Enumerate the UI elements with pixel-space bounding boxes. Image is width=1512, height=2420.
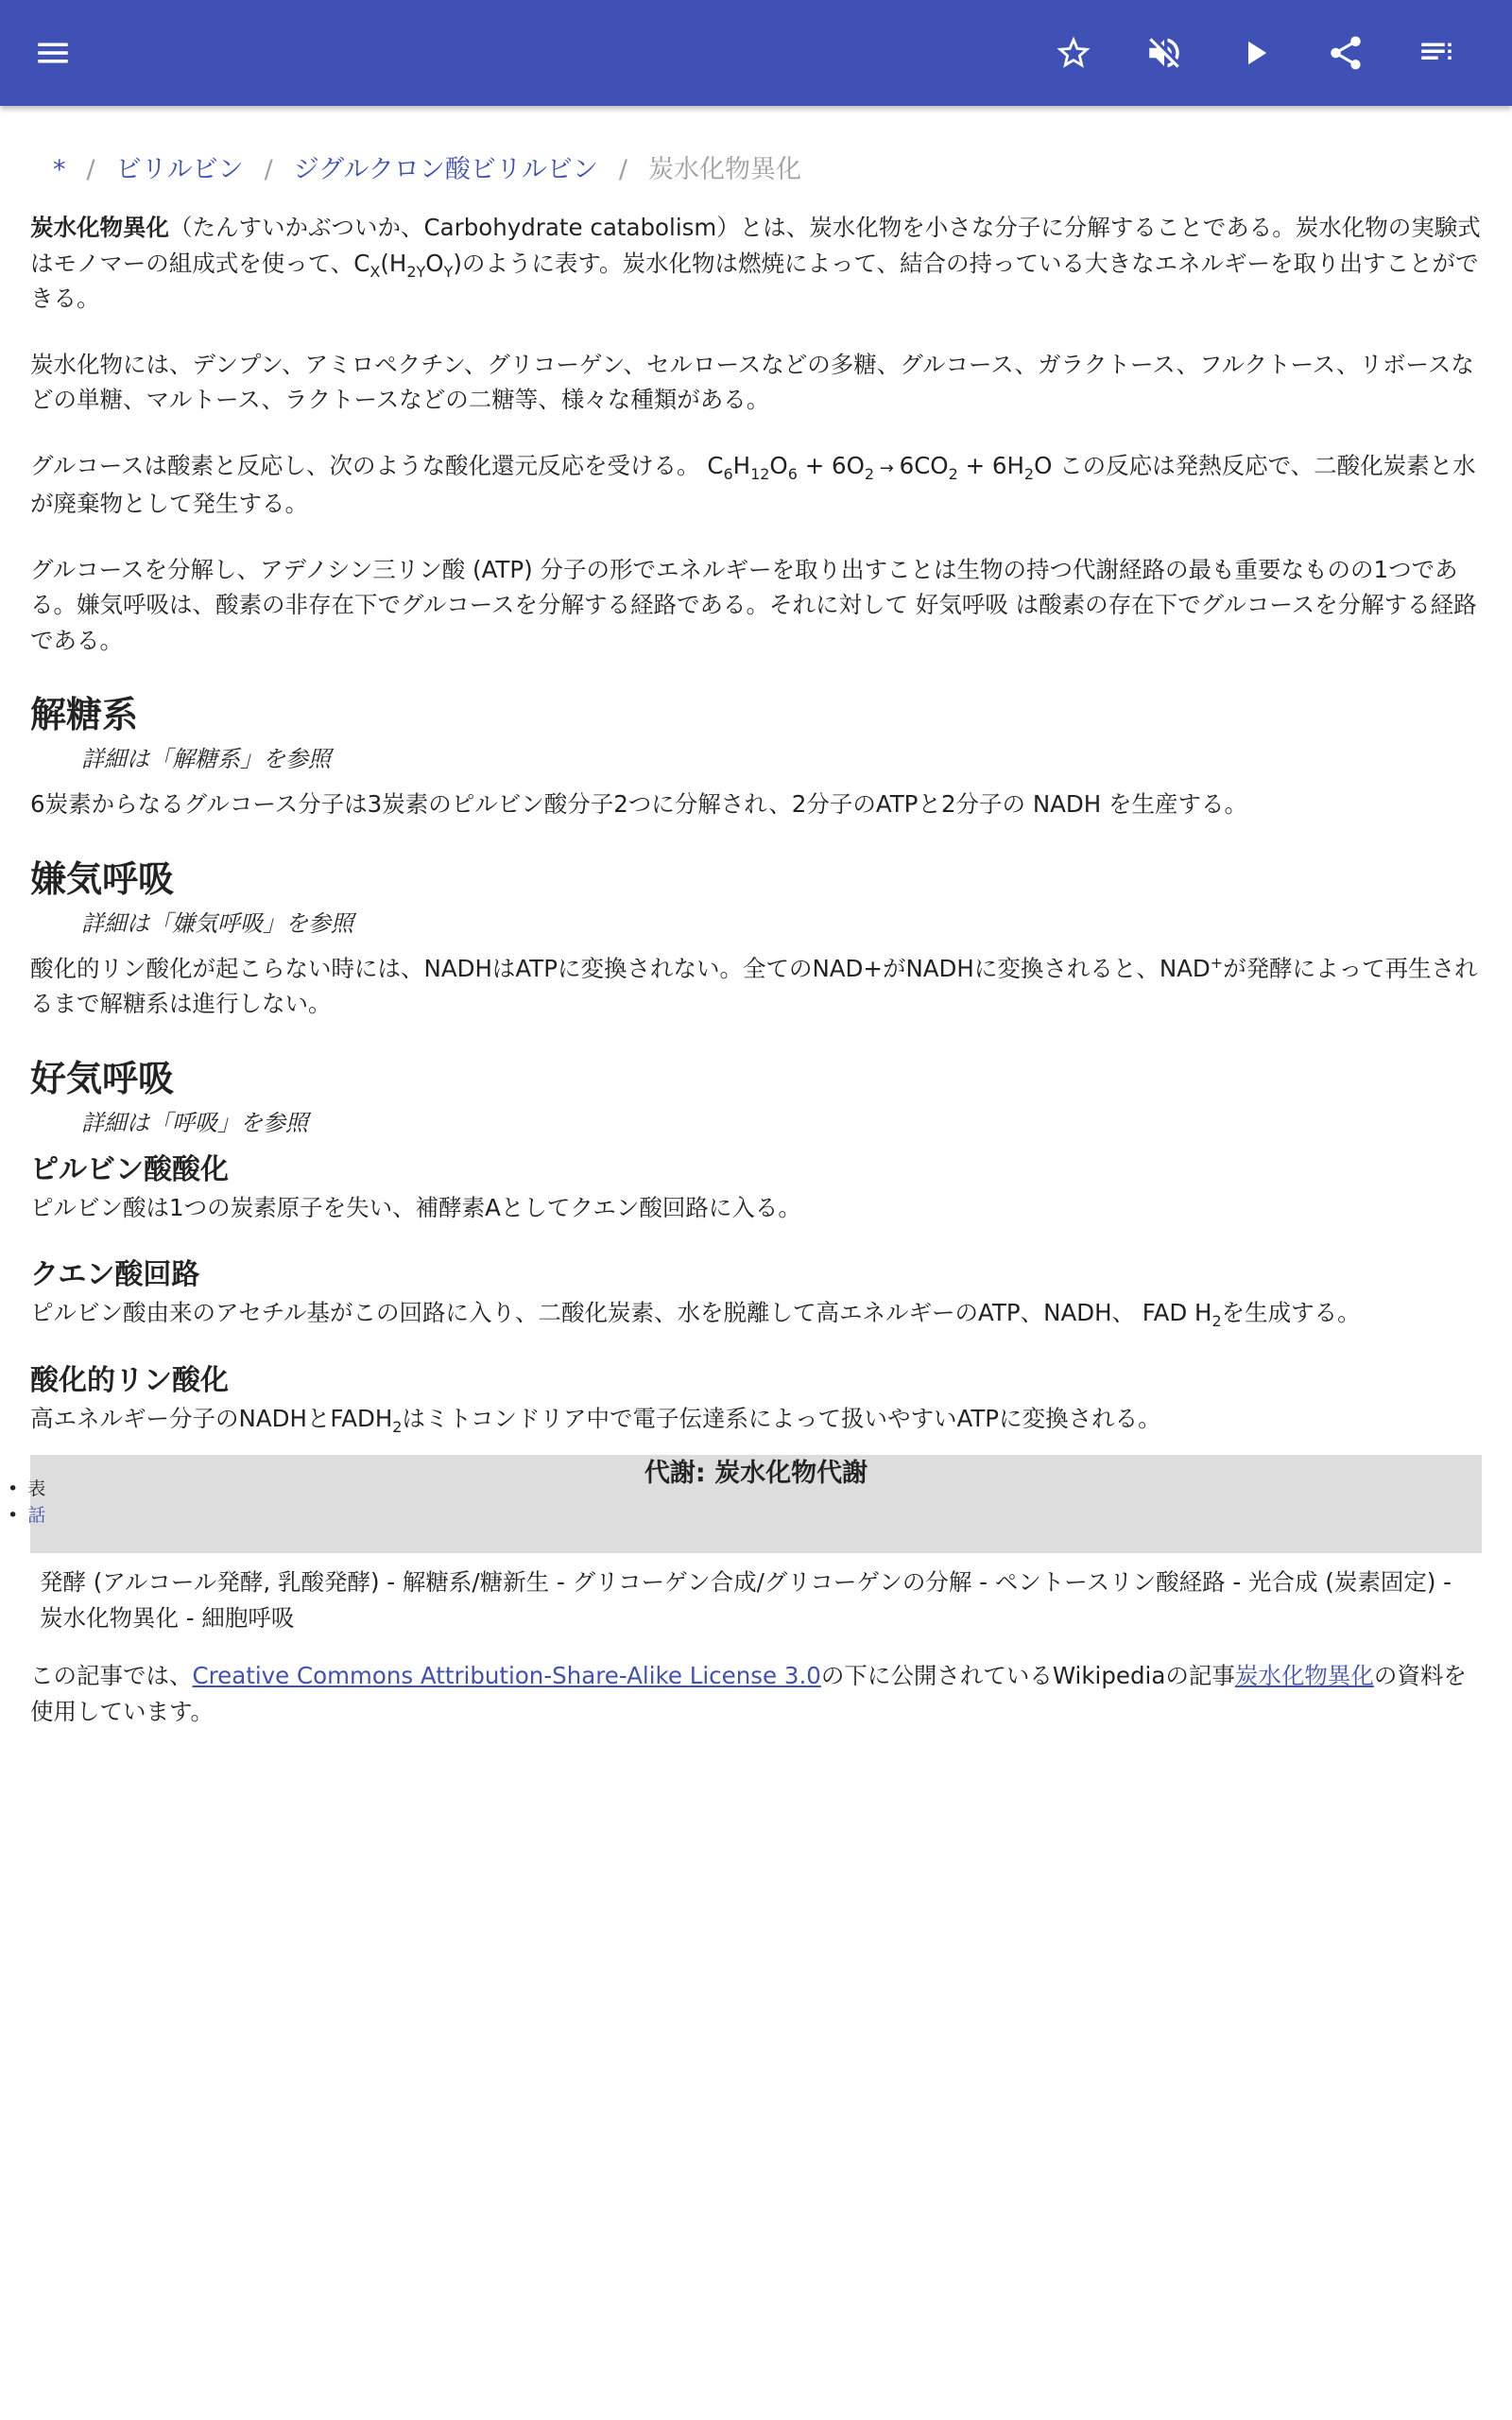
footer-text: の資料を使用しています。 — [30, 1662, 1467, 1725]
subscript: 2 — [392, 1417, 403, 1436]
subscript: 2 — [1211, 1311, 1222, 1330]
navbox-view-label[interactable]: 表 — [27, 1478, 46, 1499]
subscript: 12 — [750, 464, 770, 483]
heading-aerobic: 好気呼吸 — [30, 1057, 175, 1099]
article-content — [27, 151, 1482, 1759]
play-button[interactable] — [1225, 23, 1285, 83]
subscript: 6 — [787, 464, 798, 483]
play-icon — [1235, 33, 1275, 73]
anaerobic-text: 酸化的リン酸化が起こらない時には、NADHはATPに変換されない。全てのNAD+がNADHに変換されると、NAD — [30, 954, 1211, 982]
menu-icon — [33, 33, 73, 73]
atp-paragraph: グルコースを分解し、アデノシン三リン酸 (ATP) 分子の形でエネルギーを取り出すことは生物の持つ代謝経路の最も重要なものの1つである。嫌気呼吸は、酸素の非存在下でグルコースを分解する経路である。それに対して 好気呼吸 は酸素の存在下でグルコースを分解する経路である。 — [30, 555, 1477, 654]
superscript: + — [1210, 953, 1224, 972]
glycolysis-paragraph: 6炭素からなるグルコース分子は3炭素のピルビン酸分子2つに分解され、2分子のATPと2分子の NADH を生産する。 — [30, 790, 1247, 818]
anaerobic-text: が発酵によって再生されるまで解糖系は進行しない。 — [30, 954, 1478, 1017]
navbox-links — [8, 1476, 45, 1529]
intro-paragraph — [30, 210, 1482, 317]
oxphos-paragraph — [30, 1401, 1482, 1437]
breadcrumb-current: 炭水化物異化 — [647, 155, 801, 184]
reaction-paragraph — [30, 448, 1482, 522]
heading-pyruvate-oxidation: ピルビン酸酸化 — [30, 1152, 229, 1186]
breadcrumb — [53, 151, 1482, 189]
oxphos-text: 高エネルギー分子のNADHとFADH — [30, 1404, 393, 1432]
footer-text: この記事では、 — [30, 1662, 193, 1689]
navbox-title: 代謝: 炭水化物代謝 — [644, 1459, 868, 1488]
menu-button[interactable] — [23, 23, 83, 83]
mute-button[interactable] — [1134, 23, 1194, 83]
subscript: 6 — [723, 464, 733, 483]
navbox-list: 発酵 (アルコール発酵, 乳酸発酵) - 解糖系/糖新生 - グリコーゲン合成/グリコーゲンの分解 - ペントースリン酸経路 - 光合成 (炭素固定) - 炭水化物異化 - 細胞呼吸 — [40, 1568, 1452, 1632]
reaction-text: + 6O — [797, 451, 865, 479]
heading-citric-acid-cycle: クエン酸回路 — [30, 1258, 200, 1291]
citric-text: を生成する。 — [1221, 1299, 1361, 1326]
subscript: 2 — [948, 464, 958, 483]
subscript: 2 — [1023, 464, 1035, 483]
types-paragraph: 炭水化物には、デンプン、アミロペクチン、グリコーゲン、セルロースなどの多糖、グルコース、ガラクトース、フルクトース、リボースなどの単糖、マルトース、ラクトースなどの二糖等、様々な種類がある。 — [30, 350, 1474, 413]
reaction-text: H — [732, 451, 751, 479]
breadcrumb-item-bilirubin[interactable]: ビリルビン — [115, 155, 244, 184]
citric-text: ピルビン酸由来のアセチル基がこの回路に入り、二酸化炭素、水を脱離して高エネルギーのATP、NADH、 FAD H — [30, 1299, 1212, 1326]
anaerobic-paragraph — [30, 951, 1482, 1022]
breadcrumb-item-diglucuronide[interactable]: ジグルクロン酸ビリルビン — [293, 155, 598, 184]
reaction-text: 6CO — [899, 451, 949, 479]
citric-paragraph — [30, 1295, 1482, 1331]
breadcrumb-separator: / — [86, 155, 95, 184]
hatnote-anaerobic[interactable]: 詳細は「嫌気呼吸」を参照 — [81, 909, 353, 937]
breadcrumb-separator: / — [264, 155, 273, 184]
oxphos-text: はミトコンドリア中で電子伝達系によって扱いやすいATPに変換される。 — [402, 1404, 1161, 1432]
intro-text: )のように表す。炭水化物は燃焼によって、結合の持っている大きなエネルギーを取り出すことができる。 — [30, 249, 1479, 312]
hatnote-glycolysis[interactable]: 詳細は「解糖系」を参照 — [81, 746, 331, 772]
attribution-footer — [30, 1658, 1482, 1729]
source-article-link[interactable]: 炭水化物異化 — [1234, 1662, 1374, 1689]
intro-text: (H — [380, 249, 407, 277]
subscript: 2 — [864, 464, 875, 483]
reaction-arrow: → — [874, 458, 900, 478]
reaction-text: + 6H — [957, 451, 1024, 479]
subscript: X — [369, 262, 381, 281]
reaction-text: O — [769, 451, 788, 479]
navbox — [27, 1455, 1482, 1553]
breadcrumb-separator: / — [618, 155, 627, 184]
footer-text: の下に公開されているWikipediaの記事 — [820, 1662, 1235, 1689]
bookmark-button[interactable] — [1043, 23, 1104, 83]
navbox-talk-link[interactable] — [8, 1502, 45, 1529]
contents-button[interactable] — [1406, 23, 1467, 83]
reaction-text: グルコースは酸素と反応し、次のような酸化還元反応を受ける。 C — [30, 451, 724, 479]
intro-text: O — [425, 249, 444, 277]
subscript: 2Y — [406, 262, 426, 281]
subscript: Y — [443, 262, 454, 281]
navbox-talk-label[interactable]: 話 — [27, 1505, 46, 1526]
navbox-view-link[interactable] — [8, 1476, 45, 1502]
intro-term: 炭水化物異化 — [30, 214, 169, 241]
heading-anaerobic: 嫌気呼吸 — [30, 857, 175, 900]
app-bar — [0, 0, 1512, 106]
hatnote-aerobic[interactable]: 詳細は「呼吸」を参照 — [81, 1109, 308, 1136]
volume-off-icon — [1144, 33, 1184, 73]
license-link[interactable]: Creative Commons Attribution-Share-Alike License 3.0 — [192, 1662, 821, 1689]
reaction-text: O この反応は発熱反応で、二酸化炭素と水が廃棄物として発生する。 — [30, 451, 1476, 517]
playlist-icon — [1417, 33, 1456, 73]
star-icon — [1054, 33, 1093, 73]
intro-text: （たんすいかぶついか、Carbohydrate catabolism）とは、炭水化物を小さな分子に分解することである。炭水化物の実験式はモノマーの組成式を使って、C — [30, 214, 1481, 277]
share-icon — [1326, 33, 1366, 73]
breadcrumb-root[interactable]: * — [53, 155, 66, 184]
heading-oxidative-phosphorylation: 酸化的リン酸化 — [30, 1363, 229, 1397]
heading-glycolysis: 解糖系 — [30, 694, 139, 735]
pyruvate-paragraph: ピルビン酸は1つの炭素原子を失い、補酵素Aとしてクエン酸回路に入る。 — [30, 1193, 801, 1221]
share-button[interactable] — [1315, 23, 1376, 83]
